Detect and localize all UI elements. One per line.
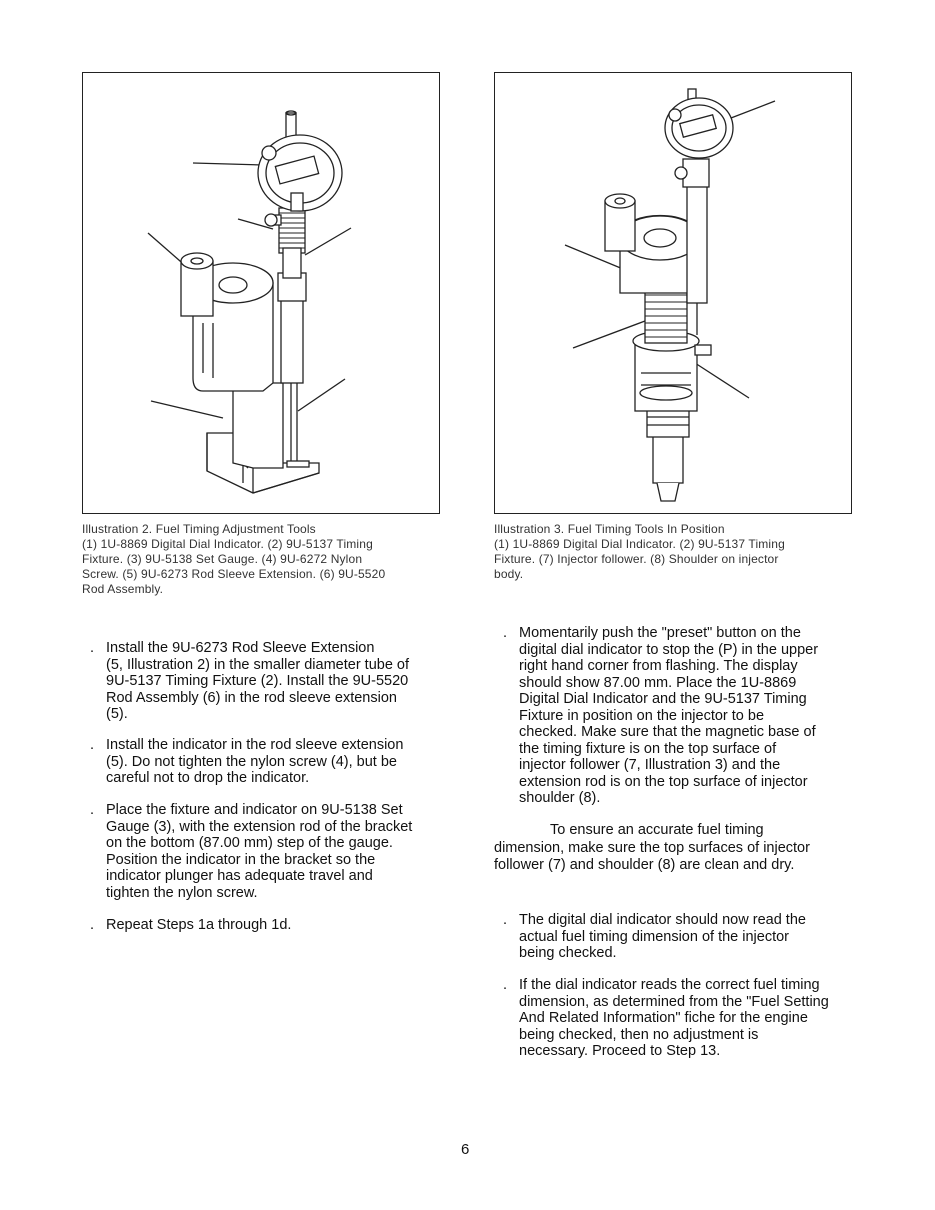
step-line: tighten the nylon screw. xyxy=(106,884,258,901)
step-line: If the dial indicator reads the correct fuel timing xyxy=(519,977,820,993)
step-bullet: . xyxy=(503,977,508,993)
illustration-3-drawing xyxy=(495,73,851,513)
step-line: (5, Illustration 2) in the smaller diameter tube of xyxy=(106,656,410,673)
caption-line: Screw. (5) 9U-6273 Rod Sleeve Extension. (6) 9U-5520 xyxy=(82,567,386,581)
step-line: Place the fixture and indicator on 9U-5138 Set xyxy=(106,802,403,818)
page-number: 6 xyxy=(461,1141,470,1158)
step-line: injector follower (7, Illustration 3) and the xyxy=(519,757,781,773)
illustration-3-caption xyxy=(494,522,844,582)
step-line: indicator plunger has adequate travel and xyxy=(106,868,373,884)
step-line: Install the indicator in the rod sleeve extension xyxy=(106,737,404,753)
step-line: 9U-5137 Timing Fixture (2). Install the 9U-5520 xyxy=(106,673,409,689)
step-bullet: . xyxy=(90,640,95,656)
step-bullet: . xyxy=(90,802,95,818)
step-bullet: . xyxy=(503,912,508,928)
illustration-2 xyxy=(82,72,440,514)
step-line: shoulder (8). xyxy=(519,790,601,806)
step-line: Gauge (3), with the extension rod of the bracket xyxy=(106,818,413,835)
step-line: (5). Do not tighten the nylon screw (4), but be xyxy=(106,753,397,770)
caption-line: (1) 1U-8869 Digital Dial Indicator. (2) 9U-5137 Timing xyxy=(82,537,373,551)
step-bullet: . xyxy=(90,917,95,933)
step-bullet: . xyxy=(90,737,95,753)
step-line: And Related Information" fiche for the engine xyxy=(519,1010,808,1026)
illustration-2-drawing xyxy=(83,73,439,513)
illustration-2-caption xyxy=(82,522,432,597)
note-line: follower (7) and shoulder (8) are clean and dry. xyxy=(494,857,795,873)
step-line: digital dial indicator to stop the (P) in the upper xyxy=(519,641,819,658)
step-line: Position the indicator in the bracket so the xyxy=(106,851,376,868)
step-line: careful not to drop the indicator. xyxy=(106,770,310,786)
step-line: right hand corner from flashing. The display xyxy=(519,658,798,674)
note-line: dimension, make sure the top surfaces of injector xyxy=(494,839,810,856)
caption-line: (1) 1U-8869 Digital Dial Indicator. (2) 9U-5137 Timing xyxy=(494,537,785,551)
step-line: dimension, as determined from the "Fuel Setting xyxy=(519,993,829,1010)
step-bullet: . xyxy=(503,625,508,641)
step-line: actual fuel timing dimension of the injector xyxy=(519,928,790,945)
step-line: Fixture in position on the injector to be xyxy=(519,707,765,724)
step-line: being checked. xyxy=(519,945,617,961)
step-line: Install the 9U-6273 Rod Sleeve Extension xyxy=(106,640,375,656)
step-line: Repeat Steps 1a through 1d. xyxy=(106,917,292,933)
caption-line: Fixture. (3) 9U-5138 Set Gauge. (4) 9U-6272 Nylon xyxy=(82,552,363,566)
step-line: should show 87.00 mm. Place the 1U-8869 xyxy=(519,674,797,691)
step-line: being checked, then no adjustment is xyxy=(519,1026,759,1043)
step-line: The digital dial indicator should now read the xyxy=(519,912,806,928)
step-line: checked. Make sure that the magnetic base of xyxy=(519,724,816,740)
caption-line: Rod Assembly. xyxy=(82,582,164,596)
timing-note xyxy=(494,822,844,875)
step-line: necessary. Proceed to Step 13. xyxy=(519,1043,721,1059)
caption-line: body. xyxy=(494,567,524,581)
step-line: Momentarily push the "preset" button on the xyxy=(519,625,801,641)
step-line: on the bottom (87.00 mm) step of the gauge. xyxy=(106,835,393,851)
step-line: Digital Dial Indicator and the 9U-5137 Timing xyxy=(519,691,807,707)
illustration-3 xyxy=(494,72,852,514)
caption-line: Illustration 2. Fuel Timing Adjustment Tools xyxy=(82,522,316,536)
step-line: the timing fixture is on the top surface of xyxy=(519,740,777,757)
caption-line: Fixture. (7) Injector follower. (8) Shoulder on injector xyxy=(494,552,779,566)
step-line: extension rod is on the top surface of injector xyxy=(519,773,808,790)
note-line: To ensure an accurate fuel timing xyxy=(550,822,764,838)
step-line: (5). xyxy=(106,706,128,722)
step-line: Rod Assembly (6) in the rod sleeve extension xyxy=(106,689,397,706)
caption-line: Illustration 3. Fuel Timing Tools In Position xyxy=(494,522,725,536)
